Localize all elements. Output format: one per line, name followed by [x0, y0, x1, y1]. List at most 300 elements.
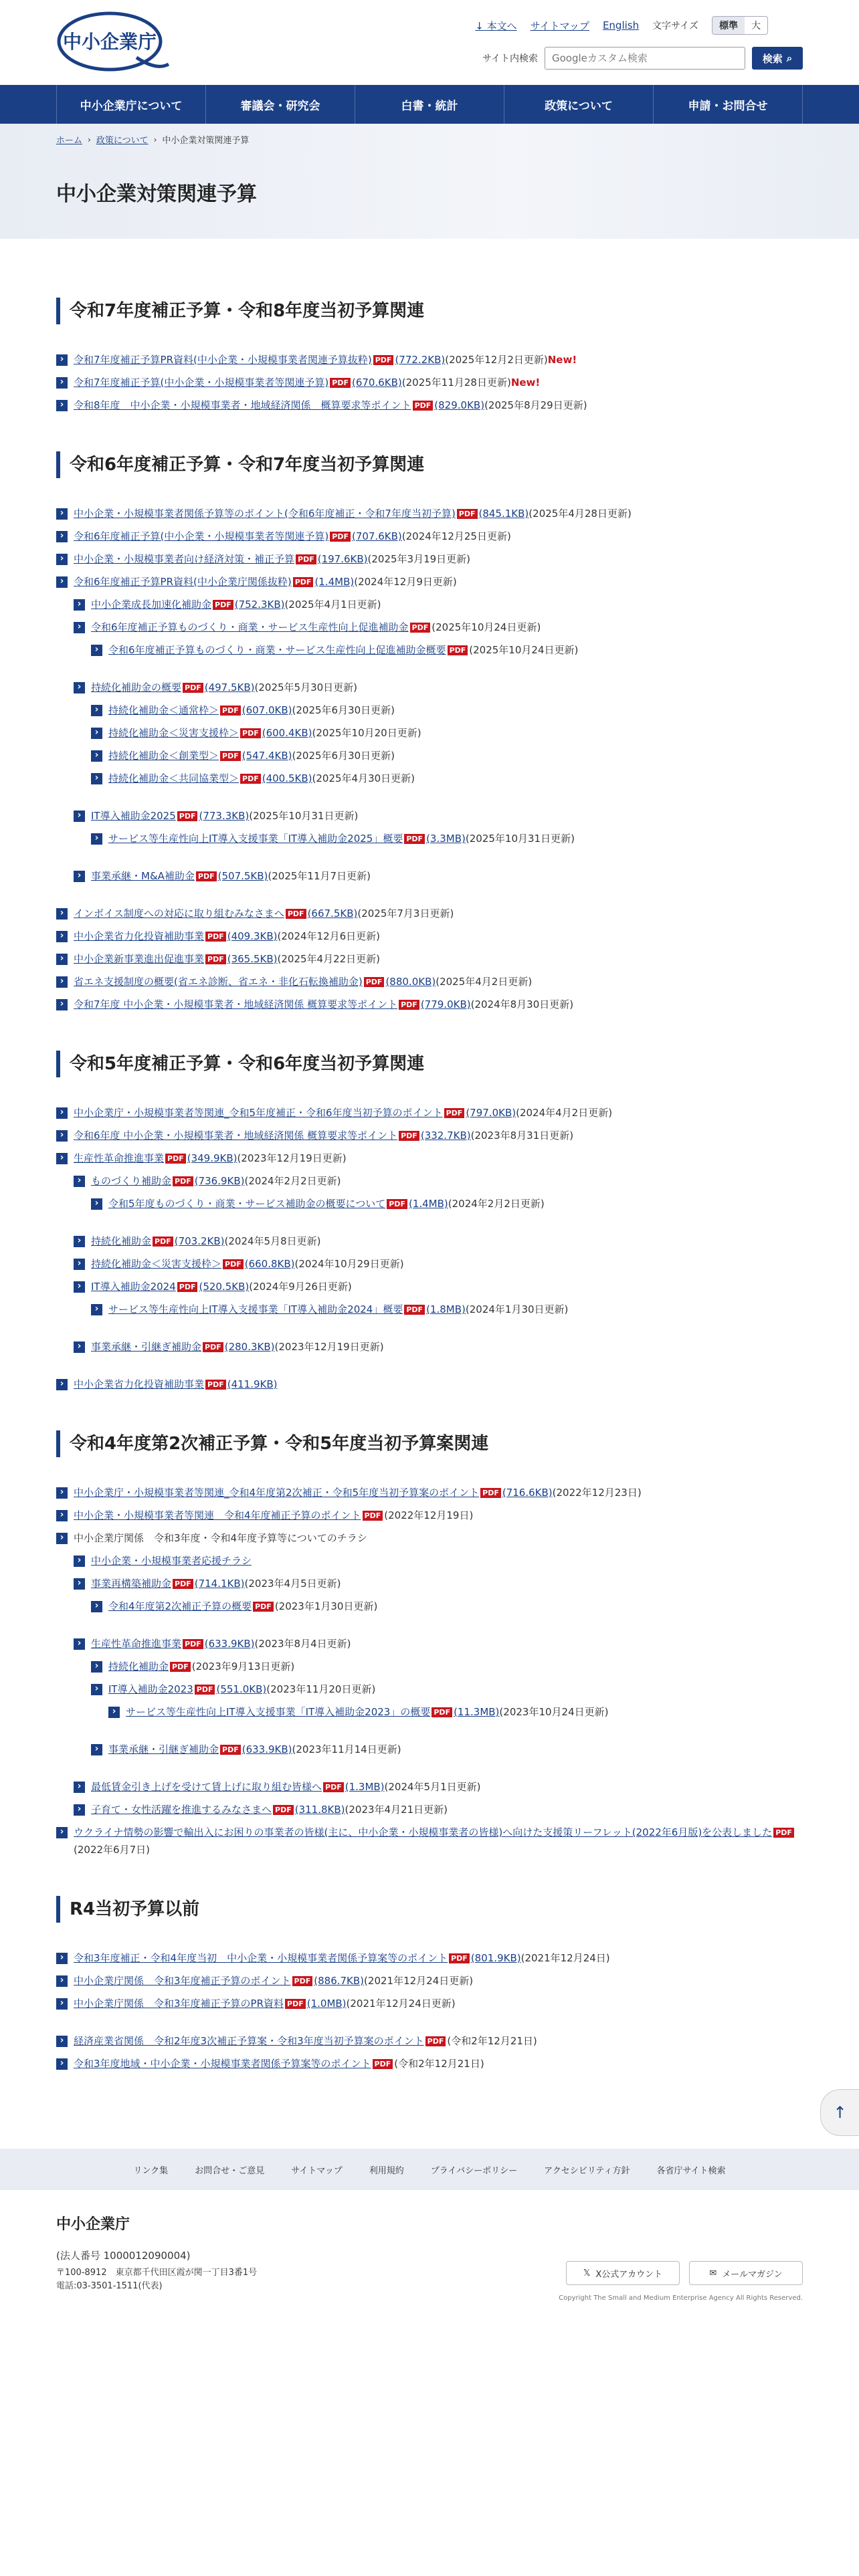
file-size[interactable]: (365.5KB): [227, 953, 278, 965]
search-label: サイト内検索: [482, 53, 538, 64]
update-date: (2022年12月19日): [384, 1509, 474, 1521]
document-link[interactable]: 中小企業・小規模事業者関係予算等のポイント(令和6年度補正・令和7年度当初予算): [74, 508, 456, 520]
document-link[interactable]: 事業承継・引継ぎ補助金: [91, 1341, 202, 1353]
pdf-icon: PDF: [273, 1805, 294, 1815]
pdf-icon: PDF: [170, 1662, 191, 1672]
list-item: [56, 394, 803, 417]
document-link[interactable]: 中小企業省力化投資補助事業: [74, 1378, 205, 1390]
document-list: [56, 1101, 803, 1396]
document-link[interactable]: 令和7年度補正予算(中小企業・小規模事業者等関連予算): [74, 377, 329, 389]
list-item: [56, 1504, 803, 1527]
file-size[interactable]: (507.5KB): [217, 870, 268, 882]
update-date: (2025年10月24日更新): [432, 621, 541, 633]
document-link[interactable]: 持続化補助金: [91, 1235, 152, 1247]
list-item: [56, 1373, 803, 1396]
update-date: (2025年4月22日更新): [277, 953, 381, 965]
document-link[interactable]: 中小企業・小規模事業者向け経済対策・補正予算: [74, 553, 295, 565]
list-item: [56, 2030, 803, 2052]
document-link[interactable]: サービス等生産性向上IT導入支援事業「IT導入補助金2025」概要: [108, 833, 403, 845]
file-size[interactable]: (772.2KB): [395, 354, 446, 366]
list-item: [56, 570, 803, 593]
pdf-icon: PDF: [457, 509, 478, 519]
file-size[interactable]: (660.8KB): [244, 1258, 295, 1270]
list-item: [74, 1798, 803, 1821]
site-footer: [0, 2190, 859, 2324]
update-date: (令和2年12月21日): [447, 2035, 537, 2047]
pdf-icon: PDF: [205, 954, 226, 964]
update-date: (2025年10月31日更新): [465, 833, 575, 845]
list-group: [91, 1701, 803, 1723]
list-group: [56, 1549, 803, 1821]
list-item: [74, 1253, 803, 1275]
update-date: (2025年8月29日更新): [484, 399, 587, 411]
file-size[interactable]: (773.3KB): [199, 810, 250, 822]
file-size[interactable]: (1.8MB): [426, 1303, 466, 1315]
pdf-icon: PDF: [196, 871, 217, 881]
list-item: [74, 593, 803, 616]
pdf-icon: PDF: [323, 1782, 344, 1792]
file-size[interactable]: (600.4KB): [262, 727, 312, 739]
budget-section: [56, 1896, 803, 2075]
search-input[interactable]: [545, 47, 745, 70]
update-date: (2024年2月2日更新): [244, 1175, 341, 1187]
list-item: [91, 827, 803, 850]
document-link[interactable]: 令和6年度 中小企業・小規模事業者・地域経済関係 概算要求等ポイント: [74, 1130, 398, 1142]
pdf-icon: PDF: [373, 2059, 393, 2069]
update-date: (2025年10月24日更新): [469, 644, 579, 656]
update-date: (2024年4月2日更新): [516, 1107, 613, 1119]
update-date: (2025年4月30日更新): [312, 772, 415, 784]
document-link[interactable]: 令和6年度補正予算(中小企業・小規模事業者等関連予算): [74, 530, 329, 542]
document-link[interactable]: IT導入補助金2025: [91, 810, 176, 822]
section-heading: 令和7年度補正予算・令和8年度当初予算関連: [56, 298, 803, 324]
document-link[interactable]: 持続化補助金: [108, 1660, 169, 1673]
document-link[interactable]: 持続化補助金＜創業型＞: [108, 750, 219, 762]
document-link[interactable]: 中小企業成長加速化補助金: [91, 599, 212, 611]
chevron-right-icon: ›: [88, 134, 91, 144]
document-link[interactable]: サービス等生産性向上IT導入支援事業「IT導入補助金2023」の概要: [126, 1706, 431, 1718]
header-links: [475, 16, 768, 35]
file-size[interactable]: (801.9KB): [470, 1952, 521, 1964]
pdf-icon: PDF: [330, 378, 351, 388]
document-link[interactable]: インボイス制度への対応に取り組むみなさまへ: [74, 907, 284, 920]
pdf-icon: PDF: [253, 1602, 274, 1612]
pdf-icon: PDF: [177, 1282, 198, 1292]
update-date: (2025年10月31日更新): [249, 810, 359, 822]
file-size[interactable]: (311.8KB): [294, 1804, 345, 1816]
footer-address: 〒100-8912 東京都千代田区霞が関一丁目3番1号 電話:03-3501-1511(代表): [56, 2268, 258, 2291]
update-date: (2023年12月19日更新): [274, 1341, 384, 1353]
document-link[interactable]: 中小企業庁関係 令和3年度補正予算のポイント: [74, 1975, 291, 1987]
document-link[interactable]: サービス等生産性向上IT導入支援事業「IT導入補助金2024」概要: [108, 1303, 403, 1315]
pdf-icon: PDF: [330, 532, 351, 542]
update-date: (2024年12月6日更新): [277, 930, 381, 942]
pdf-icon: PDF: [223, 1259, 244, 1269]
list-group: [74, 699, 803, 790]
list-item: [91, 1298, 803, 1321]
list-group: [74, 1595, 803, 1618]
update-date: (2025年4月2日更新): [436, 976, 533, 988]
update-date: (2023年9月13日更新): [191, 1660, 295, 1673]
footer-link-privacy[interactable]: プライバシーポリシー: [430, 2165, 518, 2176]
sitemap-link[interactable]: サイトマップ: [530, 19, 589, 32]
list-item: [56, 1821, 803, 1861]
document-link[interactable]: 中小企業新事業進出促進事業: [74, 953, 205, 965]
main-content: [0, 239, 859, 2075]
document-link[interactable]: 子育て・女性活躍を推進するみなさまへ: [91, 1804, 272, 1816]
update-date: (2025年11月28日更新): [401, 377, 511, 389]
sme-agency-logo[interactable]: [56, 11, 171, 75]
copyright: Copyright The Small and Medium Enterprise Agency All Rights Reserved.: [559, 2294, 803, 2302]
file-size[interactable]: (497.5KB): [204, 681, 255, 693]
list-item: [91, 699, 803, 722]
x-account-button[interactable]: 𝕏 X公式アカウント: [566, 2261, 680, 2285]
document-link[interactable]: 令和3年度補正・令和4年度当初 中小企業・小規模事業者関係予算案等のポイント: [74, 1952, 448, 1964]
font-size-large-button[interactable]: 大: [751, 21, 761, 31]
update-date: (2023年12月19日更新): [237, 1152, 347, 1164]
list-item: [56, 1481, 803, 1504]
list-item: [91, 1595, 803, 1618]
list-group: [74, 1192, 803, 1215]
pdf-icon: PDF: [173, 1579, 193, 1589]
pdf-icon: PDF: [404, 1305, 425, 1315]
logo-text: 中小企業庁: [62, 31, 157, 53]
pdf-icon: PDF: [399, 1131, 419, 1141]
file-size[interactable]: (520.5KB): [199, 1281, 250, 1293]
update-date: (2024年5月8日更新): [224, 1235, 321, 1247]
file-size[interactable]: (779.0KB): [420, 998, 471, 1010]
document-list: [56, 502, 803, 1016]
update-date: (2025年6月30日更新): [292, 704, 395, 716]
pdf-icon: PDF: [444, 1108, 465, 1118]
file-size[interactable]: (607.0KB): [242, 704, 292, 716]
file-size[interactable]: (633.9KB): [204, 1638, 255, 1650]
file-size[interactable]: (670.6KB): [351, 377, 402, 389]
list-item: [56, 948, 803, 970]
document-list: [56, 1947, 803, 2075]
file-size[interactable]: (411.9KB): [227, 1378, 278, 1390]
english-link[interactable]: English: [602, 19, 640, 31]
budget-section: [56, 1430, 803, 1861]
breadcrumb-home[interactable]: ホーム: [56, 136, 83, 146]
nav-councils[interactable]: 審議会・研究会: [205, 85, 355, 124]
section-heading: 令和4年度第2次補正予算・令和5年度当初予算案関連: [56, 1430, 803, 1457]
pdf-icon: PDF: [773, 1828, 794, 1838]
document-link[interactable]: ウクライナ情勢の影響で輸出入にお困りの事業者の皆様(主に、中小企業・小規模事業者の皆様)へ向けた支援策リーフレット(2022年6月版)を公表しました: [74, 1826, 773, 1838]
update-date: (2023年10月24日更新): [499, 1706, 609, 1718]
skip-to-content-link[interactable]: ↓ 本文へ: [475, 19, 517, 32]
pdf-icon: PDF: [410, 623, 431, 633]
list-item: [74, 1230, 803, 1253]
pdf-icon: PDF: [363, 1511, 383, 1521]
pdf-icon: PDF: [480, 1488, 501, 1498]
document-link[interactable]: 令和4年度第2次補正予算の概要: [108, 1600, 252, 1612]
pdf-icon: PDF: [296, 554, 316, 564]
file-size[interactable]: (1.4MB): [408, 1198, 448, 1210]
update-date: (2022年12月23日): [552, 1487, 642, 1499]
list-item: [91, 722, 803, 744]
arrow-up-icon: ↑: [833, 2103, 847, 2122]
list-item: [74, 1170, 803, 1192]
font-size-standard-button[interactable]: 標準: [712, 17, 745, 34]
file-size[interactable]: (551.0KB): [216, 1683, 267, 1695]
list-item: [56, 502, 803, 525]
pdf-icon: PDF: [203, 1342, 223, 1352]
document-link[interactable]: 令和6年度補正予算ものづくり・商業・サービス生産性向上促進補助金概要: [108, 644, 446, 656]
file-size[interactable]: (829.0KB): [434, 399, 485, 411]
pdf-icon: PDF: [165, 1154, 186, 1164]
footer-org-name: 中小企業庁: [56, 2216, 130, 2233]
document-link[interactable]: 事業再構築補助金: [91, 1578, 172, 1590]
pdf-icon: PDF: [220, 1745, 241, 1755]
list-item: [91, 1678, 803, 1701]
update-date: (2024年12月9日更新): [354, 576, 457, 588]
file-size[interactable]: (332.7KB): [420, 1130, 471, 1142]
list-item: [56, 348, 803, 371]
pdf-icon: PDF: [220, 751, 241, 761]
document-link[interactable]: 中小企業・小規模事業者応援チラシ: [91, 1555, 252, 1567]
pdf-icon: PDF: [399, 1000, 419, 1010]
pdf-icon: PDF: [285, 1999, 306, 2009]
document-link[interactable]: 事業承継・M&A補助金: [91, 870, 195, 882]
list-item: [74, 1572, 803, 1595]
list-group: [56, 593, 803, 887]
pdf-icon: PDF: [183, 683, 203, 693]
pdf-icon: PDF: [448, 645, 468, 655]
list-item: [56, 371, 803, 394]
file-size[interactable]: (400.5KB): [262, 772, 312, 784]
list-item: [74, 1275, 803, 1298]
list-item: [56, 548, 803, 570]
file-size[interactable]: (3.3MB): [426, 833, 466, 845]
update-date: (2023年11月14日更新): [292, 1743, 401, 1755]
file-size[interactable]: (1.0MB): [306, 1998, 347, 2010]
document-link[interactable]: 令和8年度 中小企業・小規模事業者・地域経済関係 概算要求等ポイント: [74, 399, 411, 411]
update-date: (2024年2月2日更新): [448, 1198, 545, 1210]
list-item: [74, 1632, 803, 1655]
list-item: [91, 744, 803, 767]
nav-policies[interactable]: 政策について: [504, 85, 653, 124]
update-date: (2024年12月25日更新): [401, 530, 511, 542]
update-date: (2021年12月24日更新): [346, 1998, 456, 2010]
update-date: (2025年10月20日更新): [312, 727, 421, 739]
update-date: (2024年5月1日更新): [384, 1781, 481, 1793]
file-size[interactable]: (707.6KB): [351, 530, 402, 542]
section-heading: R4当初予算以前: [56, 1896, 803, 1923]
list-item: [56, 1101, 803, 1124]
document-link[interactable]: 持続化補助金＜通常枠＞: [108, 704, 219, 716]
document-link[interactable]: 事業承継・引継ぎ補助金: [108, 1743, 219, 1755]
list-group: [74, 639, 803, 661]
pdf-icon: PDF: [364, 977, 385, 987]
update-date: (2023年4月21日更新): [345, 1804, 448, 1816]
list-item: [74, 616, 803, 639]
global-nav: [0, 85, 859, 124]
document-link[interactable]: 令和5年度ものづくり・商業・サービス補助金の概要について: [108, 1198, 386, 1210]
pdf-icon: PDF: [195, 1685, 215, 1695]
update-date: (2022年6月7日): [74, 1844, 150, 1856]
list-group: [74, 1655, 803, 1761]
file-size[interactable]: (886.7KB): [314, 1975, 365, 1987]
footer-buttons: [566, 2261, 803, 2285]
document-link[interactable]: IT導入補助金2023: [108, 1683, 193, 1695]
document-link[interactable]: 中小企業庁・小規模事業者等関連_令和4年度第2次補正・令和5年度当初予算案のポイント: [74, 1487, 480, 1499]
file-size[interactable]: (11.3MB): [454, 1706, 500, 1718]
update-date: (令和2年12月21日): [394, 2058, 484, 2070]
list-item: [91, 1655, 803, 1678]
footer-link-ministries[interactable]: 各省庁サイト検索: [656, 2165, 726, 2176]
file-size[interactable]: (280.3KB): [224, 1341, 275, 1353]
update-date: (2023年11月20日更新): [266, 1683, 376, 1695]
list-item: [56, 1124, 803, 1147]
list-item: [91, 1192, 803, 1215]
footer-link-terms[interactable]: 利用規約: [369, 2165, 404, 2176]
document-link[interactable]: 省エネ支援制度の概要(省エネ診断、省エネ・非化石転換補助金): [74, 976, 363, 988]
page-title: 中小企業対策関連予算: [56, 183, 257, 206]
file-size[interactable]: (1.3MB): [345, 1781, 385, 1793]
document-list: [56, 348, 803, 417]
update-date: (2024年10月29日更新): [294, 1258, 404, 1270]
x-logo-icon: 𝕏: [583, 2268, 591, 2278]
document-link[interactable]: 持続化補助金＜災害支援枠＞: [91, 1258, 222, 1270]
footer-corp-number: (法人番号 1000012090004): [56, 2250, 191, 2262]
site-header: [0, 0, 859, 85]
file-size[interactable]: (797.0KB): [466, 1107, 516, 1119]
list-item: [56, 2052, 803, 2075]
update-date: (2024年1月30日更新): [465, 1303, 569, 1315]
document-link[interactable]: 最低賃金引き上げを受けて賃上げに取り組む皆様へ: [91, 1781, 322, 1793]
update-date: (2025年6月30日更新): [292, 750, 395, 762]
pdf-icon: PDF: [205, 1380, 226, 1390]
document-link[interactable]: 生産性革命推進事業: [91, 1638, 182, 1650]
section-heading: 令和5年度補正予算・令和6年度当初予算関連: [56, 1051, 803, 1077]
list-item: [108, 1701, 803, 1723]
list-item: [74, 1549, 803, 1572]
list-item: [74, 865, 803, 887]
font-size-toggle: [712, 16, 768, 35]
list-group: [56, 1170, 803, 1358]
search-icon: ⌕: [786, 52, 793, 64]
font-size-label: 文字サイズ: [652, 21, 698, 31]
file-size[interactable]: (547.4KB): [242, 750, 292, 762]
file-size[interactable]: (752.3KB): [234, 599, 285, 611]
new-badge: New!: [510, 377, 541, 389]
file-size[interactable]: (736.9KB): [194, 1175, 245, 1187]
nav-white-papers[interactable]: 白書・統計: [355, 85, 504, 124]
document-link[interactable]: 中小企業省力化投資補助事業: [74, 930, 205, 942]
pdf-icon: PDF: [205, 932, 226, 942]
file-size[interactable]: (349.9KB): [187, 1152, 237, 1164]
document-link[interactable]: 令和7年度補正予算PR資料(中小企業・小規模事業者関連予算抜粋): [74, 354, 372, 366]
document-link[interactable]: 経済産業省関係 令和2年度3次補正予算案・令和3年度当初予算案のポイント: [74, 2035, 424, 2047]
pdf-icon: PDF: [387, 1199, 407, 1209]
mail-icon: ✉: [709, 2268, 717, 2278]
pdf-icon: PDF: [449, 1953, 470, 1963]
pdf-icon: PDF: [413, 401, 434, 411]
pdf-icon: PDF: [292, 1976, 313, 1986]
budget-section: [56, 298, 803, 417]
file-size[interactable]: (667.5KB): [307, 907, 358, 920]
list-item: [56, 970, 803, 993]
document-link[interactable]: 生産性革命推進事業: [74, 1152, 165, 1164]
update-date: (2025年4月28日更新): [529, 508, 632, 520]
file-size[interactable]: (197.6KB): [317, 553, 368, 565]
back-to-top-button[interactable]: [820, 2089, 859, 2136]
list-item: [56, 902, 803, 925]
pdf-icon: PDF: [240, 774, 261, 784]
update-date: (2025年3月19日更新): [367, 553, 471, 565]
list-item: [74, 1776, 803, 1798]
nav-about[interactable]: 中小企業庁について: [56, 85, 205, 124]
file-size[interactable]: (703.2KB): [174, 1235, 225, 1247]
list-item: [74, 804, 803, 827]
pdf-icon: PDF: [404, 834, 425, 844]
page-hero: [0, 124, 859, 239]
footer-link-sitemap[interactable]: サイトマップ: [291, 2165, 343, 2176]
breadcrumb: [56, 133, 249, 146]
document-link[interactable]: 持続化補助金＜災害支援枠＞: [108, 727, 240, 739]
document-link[interactable]: 持続化補助金の概要: [91, 681, 182, 693]
file-size[interactable]: (845.1KB): [478, 508, 529, 520]
document-link[interactable]: 中小企業・小規模事業者等関連 令和4年度補正予算のポイント: [74, 1509, 361, 1521]
footer-links: [0, 2149, 859, 2190]
file-size[interactable]: (1.4MB): [314, 576, 355, 588]
update-date: (2025年4月1日更新): [284, 599, 381, 611]
document-link[interactable]: 中小企業庁・小規模事業者等関連_令和5年度補正・令和6年度当初予算のポイント: [74, 1107, 443, 1119]
document-link[interactable]: 令和3年度地域・中小企業・小規模事業者関係予算案等のポイント: [74, 2058, 371, 2070]
footer-link-contact[interactable]: お問合せ・ご意見: [195, 2165, 265, 2176]
update-date: (2021年12月24日更新): [364, 1975, 474, 1987]
document-link[interactable]: 令和6年度補正予算ものづくり・商業・サービス生産性向上促進補助金: [91, 621, 409, 633]
document-link[interactable]: 令和7年度 中小企業・小規模事業者・地域経済関係 概算要求等ポイント: [74, 998, 398, 1010]
update-date: (2024年8月30日更新): [470, 998, 574, 1010]
file-size[interactable]: (714.1KB): [194, 1578, 245, 1590]
pdf-icon: PDF: [213, 600, 233, 610]
list-item: [56, 1947, 803, 1969]
pdf-icon: PDF: [240, 728, 261, 738]
document-link[interactable]: 中小企業庁関係 令和3年度補正予算のPR資料: [74, 1998, 284, 2010]
footer-link-links[interactable]: リンク集: [133, 2165, 169, 2176]
update-date: (2023年8月31日更新): [470, 1130, 574, 1142]
file-size[interactable]: (409.3KB): [227, 930, 278, 942]
update-date: (2023年1月30日更新): [274, 1600, 378, 1612]
document-link[interactable]: ものづくり補助金: [91, 1175, 172, 1187]
list-group: [74, 1298, 803, 1321]
pdf-icon: PDF: [220, 706, 241, 716]
search-button[interactable]: 検索 ⌕: [752, 47, 803, 70]
footer-link-accessibility[interactable]: アクセシビリティ方針: [544, 2165, 630, 2176]
pdf-icon: PDF: [425, 2036, 446, 2046]
arrow-down-icon: ↓: [475, 19, 484, 32]
file-size[interactable]: (716.6KB): [502, 1487, 553, 1499]
list-group: [74, 827, 803, 850]
nav-applications[interactable]: 申請・お問合せ: [653, 85, 803, 124]
update-date: (2023年8月4日更新): [254, 1638, 351, 1650]
mail-magazine-button[interactable]: ✉ メールマガジン: [689, 2261, 803, 2285]
file-size[interactable]: (880.0KB): [385, 976, 436, 988]
pdf-icon: PDF: [373, 355, 394, 365]
pdf-icon: PDF: [173, 1176, 193, 1186]
document-link[interactable]: 令和6年度補正予算PR資料(中小企業庁関係抜粋): [74, 576, 292, 588]
list-item: [56, 525, 803, 548]
document-link[interactable]: IT導入補助金2024: [91, 1281, 176, 1293]
document-link[interactable]: 持続化補助金＜共同協業型＞: [108, 772, 240, 784]
breadcrumb-policies[interactable]: 政策について: [96, 136, 149, 146]
update-date: (2025年11月7日更新): [268, 870, 371, 882]
pdf-icon: PDF: [432, 1707, 452, 1717]
document-list: [56, 1481, 803, 1861]
file-size[interactable]: (633.9KB): [242, 1743, 292, 1755]
